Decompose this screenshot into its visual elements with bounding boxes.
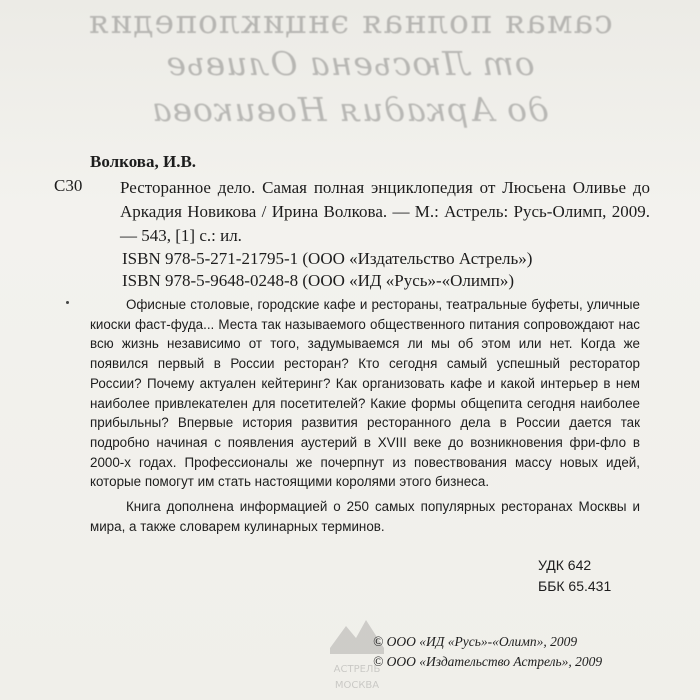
- catalog-author: Волкова, И.В.: [90, 152, 197, 171]
- logo-text-2: МОСКВА: [334, 680, 380, 691]
- bleed-through-line-1: самая полная энциклопедия: [87, 2, 613, 41]
- bleed-through-line-3: до Аркадия Новикова: [151, 90, 549, 129]
- catalog-description: [90, 176, 650, 248]
- margin-dot: [66, 301, 69, 304]
- isbn-rus-olimp: ISBN 978-5-9648-0248-8 (ООО «ИД «Русь»-«Олимп»): [122, 271, 515, 290]
- udk-code: УДК 642: [538, 557, 592, 573]
- bbk-code: ББК 65.431: [538, 578, 612, 594]
- bleed-through-title: [0, 0, 700, 140]
- annotation-paragraph-2: Книга дополнена информацией о 250 самых популярных ресторанах Москвы и мира, а также словарем кулинарных терминов.: [90, 499, 640, 534]
- logo-text-1: АСТРЕЛЬ: [333, 664, 381, 675]
- annotation-paragraph-1: Офисные столовые, городские кафе и рестораны, театральные буфеты, уличные киоски фаст-фуда... Места так называемого общественного питания сопровождают нас всю жизнь независимо от того, задумываемся ли мы об этом или нет. Когда же появился первый в России ресторан? Кто сегодня самый успешный ресторатор России? Почему актуален кейтеринг? Как организовать кафе и какой интерьер в нем наиболее привлекателен для посетителей? Какие формы общепита сегодня наиболее прибыльны? Впервые история развития ресторанного дела в России дается так подробно начиная с появления аустерий в XVIII веке до возникновения фри-фло в 2000-х годах. Профессионалы же почерпнут из повествования массу новых идей, которые помогут им стать настоящими королями этого бизнеса.: [90, 297, 640, 490]
- copyright-rus-olimp: © ООО «ИД «Русь»-«Олимп», 2009: [373, 634, 578, 649]
- isbn-astrel: ISBN 978-5-271-21795-1 (ООО «Издательство Астрель»): [122, 249, 533, 268]
- catalog-description-text: Ресторанное дело. Самая полная энциклопедия от Люсьена Оливье до Аркадия Новикова / Ирина Волкова. — М.: Астрель: Русь-Олимп, 2009. — 543, [1] с.: ил.: [120, 178, 650, 245]
- annotation: [90, 295, 640, 536]
- catalog-code: С30: [54, 176, 83, 195]
- bleed-through-line-2: от Люсьена Оливье: [165, 44, 535, 83]
- copyright-astrel: © ООО «Издательство Астрель», 2009: [373, 654, 603, 669]
